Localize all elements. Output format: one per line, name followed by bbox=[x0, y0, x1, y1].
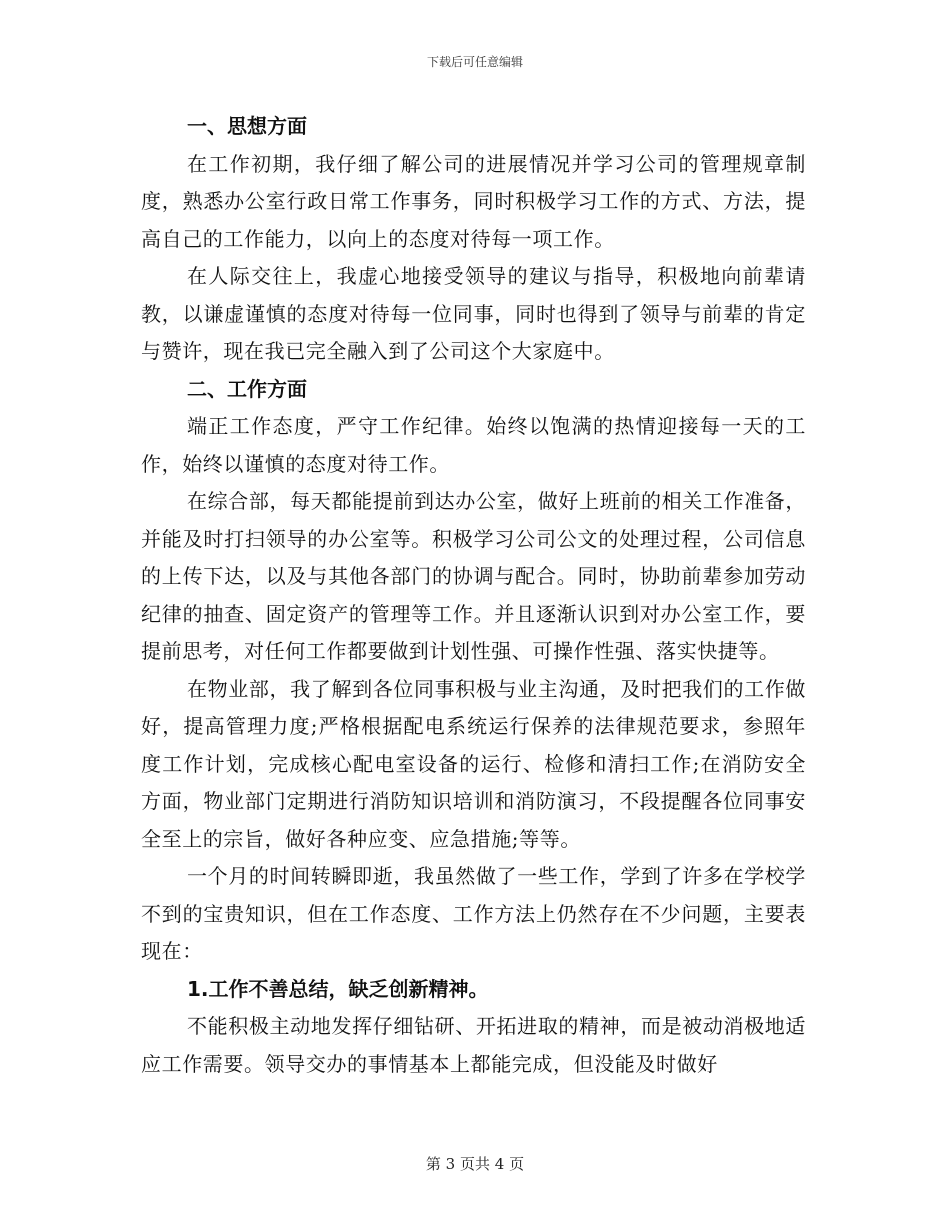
page-header-note: 下载后可任意编辑 bbox=[426, 55, 523, 69]
subheading-problem-1: 1.工作不善总结，缺乏创新精神。 bbox=[187, 976, 489, 1001]
paragraph-month-summary: 一个月的时间转瞬即逝，我虽然做了一些工作，学到了许多在学校学不到的宝贵知识，但在工作态度、工作方法上仍然存在不少问题，主要表现在： bbox=[141, 864, 806, 963]
page-number-footer: 第 3 页共 4 页 bbox=[425, 1155, 525, 1173]
section-heading-thought: 一、思想方面 bbox=[187, 114, 307, 138]
paragraph-interpersonal: 在人际交往上，我虚心地接受领导的建议与指导，积极地向前辈请教，以谦虚谨慎的态度对待每一位同事，同时也得到了领导与前辈的肯定与赞许，现在我已完全融入到了公司这个大家庭中。 bbox=[141, 264, 806, 363]
document-body bbox=[141, 108, 806, 1083]
paragraph-property-dept: 在物业部，我了解到各位同事积极与业主沟通，及时把我们的工作做好，提高管理力度;严格根据配电系统运行保养的法律规范要求，参照年度工作计划，完成核心配电室设备的运行、检修和清扫工作;在消防安全方面，物业部门定期进行消防知识培训和消防演习，不段提醒各位同事安全至上的宗旨，做好各种应变、应急措施;等等。 bbox=[141, 676, 806, 851]
section-heading-work: 二、工作方面 bbox=[187, 376, 307, 401]
paragraph-problem-1-detail: 不能积极主动地发挥仔细钻研、开拓进取的精神，而是被动消极地适应工作需要。领导交办的事情基本上都能完成，但没能及时做好 bbox=[141, 1014, 806, 1076]
paragraph-general-dept: 在综合部，每天都能提前到达办公室，做好上班前的相关工作准备，并能及时打扫领导的办公室等。积极学习公司公文的处理过程，公司信息的上传下达，以及与其他各部门的协调与配合。同时，协助前辈参加劳动纪律的抽查、固定资产的管理等工作。并且逐渐认识到对办公室工作，要提前思考，对任何工作都要做到计划性强、可操作性强、落实快捷等。 bbox=[141, 489, 806, 663]
paragraph-work-initial: 在工作初期，我仔细了解公司的进展情况并学习公司的管理规章制度，熟悉办公室行政日常工作事务，同时积极学习工作的方式、方法，提高自己的工作能力，以向上的态度对待每一项工作。 bbox=[141, 151, 806, 251]
paragraph-attitude: 端正工作态度，严守工作纪律。始终以饱满的热情迎接每一天的工作，始终以谨慎的态度对待工作。 bbox=[141, 414, 806, 476]
